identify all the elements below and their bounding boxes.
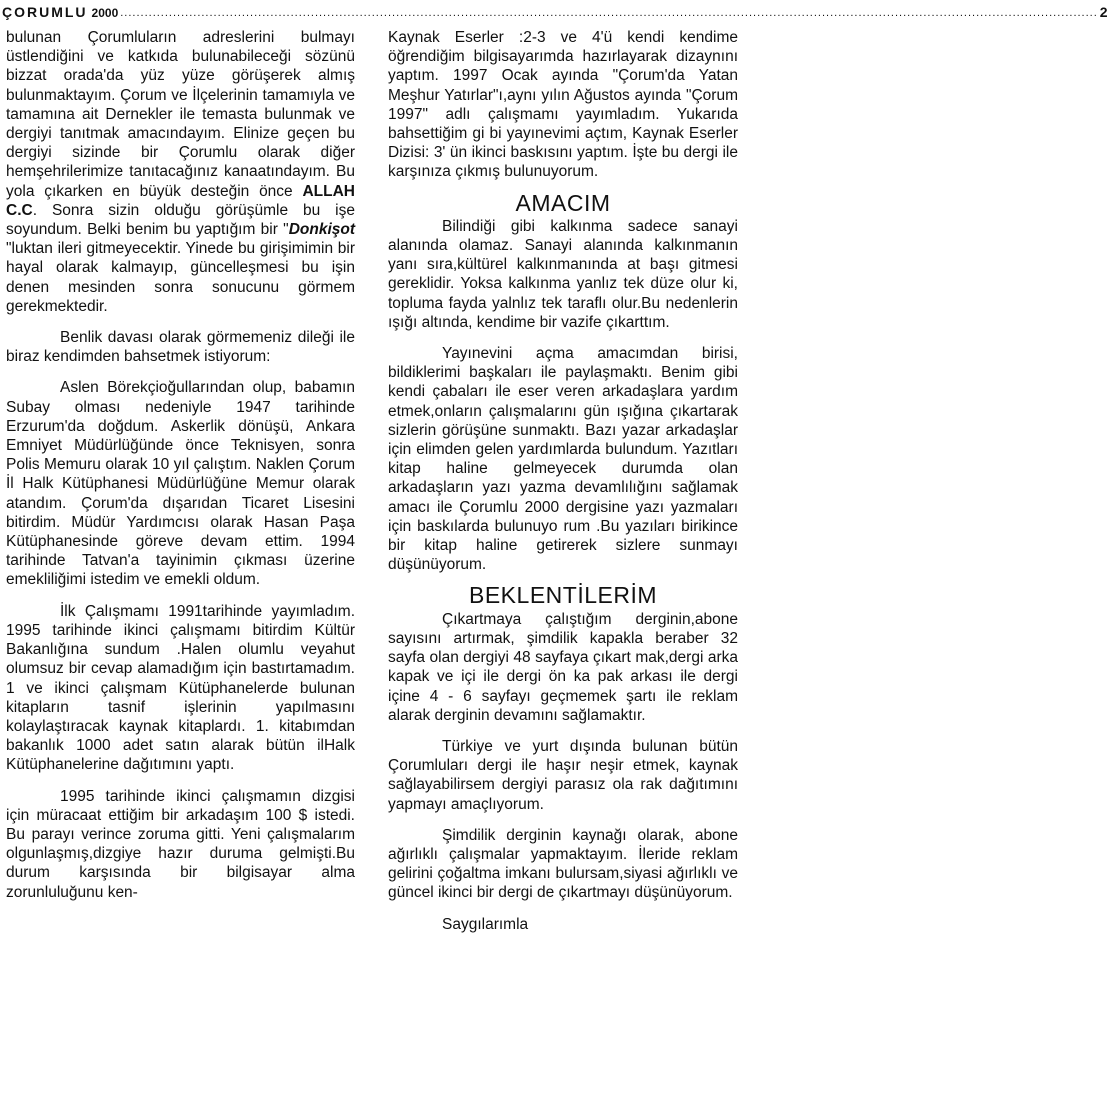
- issue-year: 2000: [91, 6, 119, 20]
- paragraph: Kaynak Eserler :2-3 ve 4'ü kendi kendime öğrendiğim bilgisayarımda hazırlayarak dizaynını yaptım. 1997 Ocak ayında "Çorum'da Yatan Meşhur Yatırlar"ı,aynı yılın Ağustos ayında "Çorum 1997" adlı çalışmamı yayımladım. Yukarıda bahsettiğim gi bi yayınevimi açtım, Kaynak Eserler Dizisi: 3' ün ikinci baskısını yaptım. İşte bu dergi ile karşınıza çıkmış bulunuyorum.: [388, 29, 738, 181]
- paragraph: Yayınevini açma amacımdan birisi, bildiklerimi başkaları ile paylaşmaktı. Benim gibi kendi çabaları ile eser veren arkadaşlara yardım etmek,onların çalışmalarını gün ışığına çıkartarak sizlerin görüşüne sunmaktı. Bazı yazar arkadaşlar için elimden gelen yardımlarda bulundum. Yazıtları kitap haline gelmeyecek durumda olan arkadaşların yazı yazma devamlılığını sağlamak amacı ile Çorumlu 2000 dergisine yazı yazmaları için baskılarda bulunuyo rum .Bu yazıları birikince bir kitap haline getirerek sizlere sunmayı düşünüyorum.: [388, 345, 738, 574]
- dotted-leader: .................................................................................................................................................................................................................................................: [120, 7, 1098, 19]
- left-column: [6, 28, 355, 914]
- running-header: [2, 0, 1108, 20]
- emphasis-donkisot: Donkişot: [288, 221, 355, 239]
- emphasis-allah: ALLAH C.C: [6, 182, 355, 219]
- paragraph: Türkiye ve yurt dışında bulunan bütün Çorumluları dergi ile haşır neşir etmek, kaynak sağlayabilirsem dergiyi parasız ola rak dağıtımını yapmayı amaçlıyorum.: [388, 737, 738, 813]
- paragraph: Aslen Börekçioğullarından olup, babamın Subay olması nedeniyle 1947 tarihinde Erzurum'da doğdum. Askerlik dönüşü, Ankara Emniyet Müdürlüğünde önce Teknisyen, sonra Polis Memuru olarak 10 yıl çalıştım. Naklen Çorum İl Halk Kütüphanesi Müdürlüğüne Memur olarak atandım. Çorum'da dışarıdan Ticaret Lisesini bitirdim. Müdür Yardımcısı olarak Hasan Paşa Kütüphanesinde göreve devam ettim. 1994 tarihinde Tatvan'a tayinimin çıkması üzerine emekliliğimi istedim ve emekli oldum.: [6, 379, 355, 589]
- closing-signoff: Saygılarımla: [442, 915, 529, 933]
- paragraph-text: . Sonra sizin olduğu görüşümle bu işe soyundum. Belki benim bu yaptığım bir ": [6, 201, 355, 239]
- masthead: ÇORUMLU: [2, 4, 88, 20]
- page-number: 2: [1099, 4, 1108, 20]
- paragraph: İlk Çalışmamı 1991tarihinde yayımladım. 1995 tarihinde ikinci çalışmamı bitirdim Kültür Bakanlığına sundum .Halen olumlu veyahut olumsuz bir cevap alamadığım için bastırtamadım. 1 ve ikinci çalışmam Kütüphanelerde bulunan kitapların tasnif işlerinin yapılmasını kolaylaştıracak kaynak kitaplardı. 1. kitabımdan bakanlık 1000 adet satın alarak bütün ilHalk Kütüphanelerine dağıtımını yaptı.: [6, 602, 355, 774]
- paragraph: [6, 28, 355, 316]
- right-column: [388, 28, 738, 946]
- paragraph-text: "luktan ileri gitmeyecektir. Yinede bu girişimimin bir hayal olarak kalmayıp, güncelleşmesi bu işin denen mesinden sonra sonucunu görmem gerekmektedir.: [6, 240, 355, 315]
- paragraph: 1995 tarihinde ikinci çalışmamın dizgisi için müracaat ettiğim bir arkadaşım 100 $ istedi. Bu parayı verince zoruma gitti. Yeni çalışmalarım olgunlaşmış,dizgiye hazır duruma gelmişti.Bu durum karşısında bir bilgisayar alma zorunluluğunu ken-: [6, 787, 355, 901]
- paragraph: Şimdilik derginin kaynağı olarak, abone ağırlıklı çalışmalar yapmaktayım. İleride reklam gelirini çoğaltma imkanı bulursam,siyasi ağırlıklı ve güncel ikinci bir dergi de çıkartmayı düşünüyorum.: [388, 826, 738, 902]
- section-heading-amacim: AMACIM: [515, 189, 611, 216]
- paragraph-text: bulunan Çorumluların adreslerini bulmayı üstlendiğini ve katkıda bulunabileceği sözünü bizzat orada'da yüz yüze görüşerek almış bulunmaktayım. Çorum ve İlçelerinin tamamıyla ve tamamına ait Dernekler ile temasta bulunmak ve dergiyi tanıtmak amacındayım. Elinize geçen bu dergiyi sizinde bir Çorumlu olarak diğer hemşehrilerimize tanıtacağınız kanaatındayım. Bu yola çıkarken en büyük desteğin önce: [6, 29, 355, 200]
- section-heading-beklentilerim: BEKLENTİLERİM: [469, 582, 657, 609]
- paragraph: Bilindiği gibi kalkınma sadece sanayi alanında olamaz. Sanayi alanında kalkınmanın yanı sıra,kültürel kalkınmanında at başı gitmesi gereklidir. Yoksa kalkınma yanlız tek düze olur ki, topluma fayda yalnlız tek taraflı olur.Bu nedenlerin ışığı altında, kendime bir vazife çıkarttım.: [388, 217, 738, 331]
- paragraph: Çıkartmaya çalıştığım derginin,abone sayısını artırmak, şimdilik kapakla beraber 32 sayfa olan dergiyi 48 sayfaya çıkart mak,dergi arka kapak ve içi ile dergi ön ka pak arkası ile dergi içine 4 - 6 sayfayı geçmemek şartı ile reklam alarak derginin devamını sağlamaktır.: [388, 610, 738, 724]
- paragraph: Benlik davası olarak görmemeniz dileği ile biraz kendimden bahsetmek istiyorum:: [6, 329, 355, 366]
